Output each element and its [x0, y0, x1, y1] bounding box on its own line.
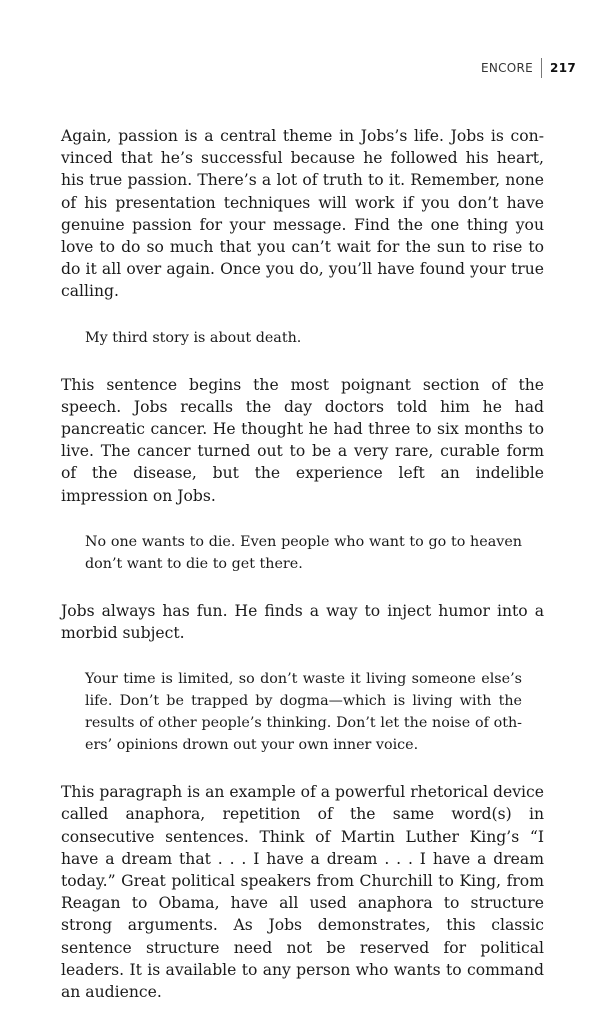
quote-third-story: My third story is about death.	[85, 329, 302, 346]
paragraph-poignant-section: This sentence begins the most poignant section of the speech. Jobs recalls the day doctors told him he had pancreatic cancer. He thought he had three to six months to live. The cancer turned out to be a very rare, curable form of the disease, but the experience left an indelible impression on Jobs.	[61, 375, 544, 505]
page-number: 217	[550, 61, 576, 75]
quote-time-is-limited: Your time is limited, so don’t waste it living someone else’s life. Don’t be trapped by dogma—which is living with the results of other people’s thinking. Don’t let the noise of others’ opinions drown out your own inner voice.	[85, 671, 522, 754]
paragraph-passion: Again, passion is a central theme in Jobs’s life. Jobs is convinced that he’s successful because he followed his heart, his true passion. There’s a lot of truth to it. Remember, none of his presentation techniques will work if you don’t have genuine passion for your message. Find the one thing you love to do so much that you can’t wait for the sun to rise to do it all over again. Once you do, you’ll have found your true calling.	[61, 127, 544, 301]
running-head-section: ENCORE	[480, 61, 534, 75]
quote-no-one-wants-to-die: No one wants to die. Even people who want to go to heaven don’t want to die to get there.	[85, 533, 522, 572]
page-body	[61, 125, 544, 1003]
running-head	[481, 58, 576, 78]
paragraph-anaphora: This paragraph is an example of a powerful rhetorical device called anaphora, repetition of the same word(s) in consecutive sentences. Think of Martin Luther King’s “I have a dream that . . . I have a dream . . . I have a dream today.” Great political speakers from Churchill to King, from Reagan to Obama, have all used anaphora to structure strong arguments. As Jobs demonstrates, this classic sentence structure need not be reserved for political leaders. It is available to any person who wants to command an audience.	[61, 783, 544, 1002]
paragraph-humor: Jobs always has fun. He finds a way to inject humor into a morbid subject.	[61, 601, 544, 643]
